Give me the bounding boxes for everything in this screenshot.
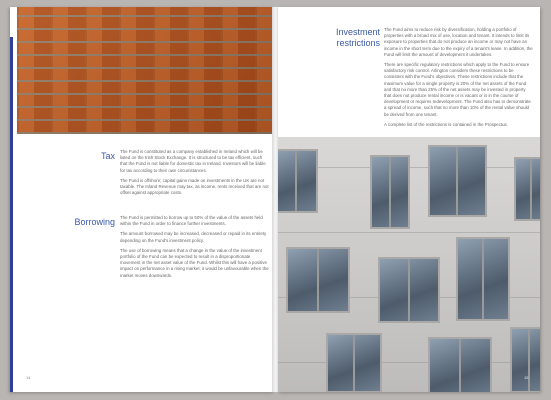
restrictions-paragraph: There are specific regulatory restrictions which apply to the Fund to ensure satisfactory risk control. Arlington considers these restrictions to be consistent with the Fund's objectives. These restrictions include that the maximum value for a single property is 20% of the net assets of the Fund and that no more than 25% of the net assets may be invested in property that does not produce rental income or is vacant or is in the course of development or requires redevelopment. The Fund also has to demonstrate a spread of income, such that no more than 10% of the rental value should be derived from one tenant. xyxy=(384,62,531,117)
tax-heading: Tax xyxy=(100,151,115,161)
borrowing-body xyxy=(120,215,270,283)
facade-window xyxy=(278,149,318,213)
investment-restrictions-body xyxy=(384,27,534,132)
tax-paragraph: The Fund is offshore; capital gains made on investments in the UK are not taxable. The Inland Revenue may tax, as income, rents received that are not offset against appropriate costs. xyxy=(120,177,269,196)
borrowing-paragraph: The amount borrowed may be increased, decreased or repaid in its entirety depending on the Fund's investment policy. xyxy=(120,231,267,243)
brick-photo-shading xyxy=(17,7,274,134)
tax-body xyxy=(120,149,270,200)
right-page xyxy=(278,7,540,392)
building-facade-photo xyxy=(278,137,540,392)
facade-window xyxy=(286,247,350,313)
facade-window xyxy=(370,155,410,229)
tax-paragraph: The Fund is constituted as a company established in Ireland which will be listed on the Irish Stock Exchange. It is structured to be tax efficient, such that the Fund is not liable for domestic tax in Ireland. Investors will be liable for tax according to their own circumstances. xyxy=(120,149,266,173)
facade-joint xyxy=(278,232,540,233)
facade-window xyxy=(378,257,440,323)
facade-window xyxy=(428,337,492,392)
left-page-number: 14 xyxy=(26,375,31,380)
left-page xyxy=(10,7,274,392)
facade-joint xyxy=(278,362,540,363)
right-page-number: 15 xyxy=(524,375,529,380)
borrowing-paragraph: The Fund is permitted to borrow up to 50% of the value of the assets held within the Fund in order to finance further investments. xyxy=(120,215,263,227)
brochure-spread xyxy=(10,7,540,392)
facade-window xyxy=(510,327,540,392)
facade-window xyxy=(456,237,510,321)
investment-restrictions-heading: Investment restrictions xyxy=(335,27,380,48)
facade-window xyxy=(428,145,487,217)
page-edge-accent xyxy=(10,37,13,392)
facade-window xyxy=(514,157,540,221)
restrictions-paragraph: A complete list of the restrictions is contained in the Prospectus. xyxy=(384,121,508,127)
restrictions-paragraph: The Fund aims to reduce risk by diversification, holding a portfolio of properties with a broad mix of use, location and tenant. It intends to limit its exposure to properties that do not produce an income or may not have an income in the short term due to the expiry of a tenant's lease. In addition, the Fund will limit the amount of development it undertakes. xyxy=(384,27,533,57)
borrowing-heading: Borrowing xyxy=(74,217,115,227)
borrowing-paragraph: The use of borrowing means that a change in the value of the investment portfolio of the Fund can be expected to result in a disproportionate movement in the net asset value of the Fund. Whilst this will have a positive impact on performance in a rising market, it would be unfavourable when the market moves downwards. xyxy=(120,247,269,278)
facade-window xyxy=(326,333,382,392)
